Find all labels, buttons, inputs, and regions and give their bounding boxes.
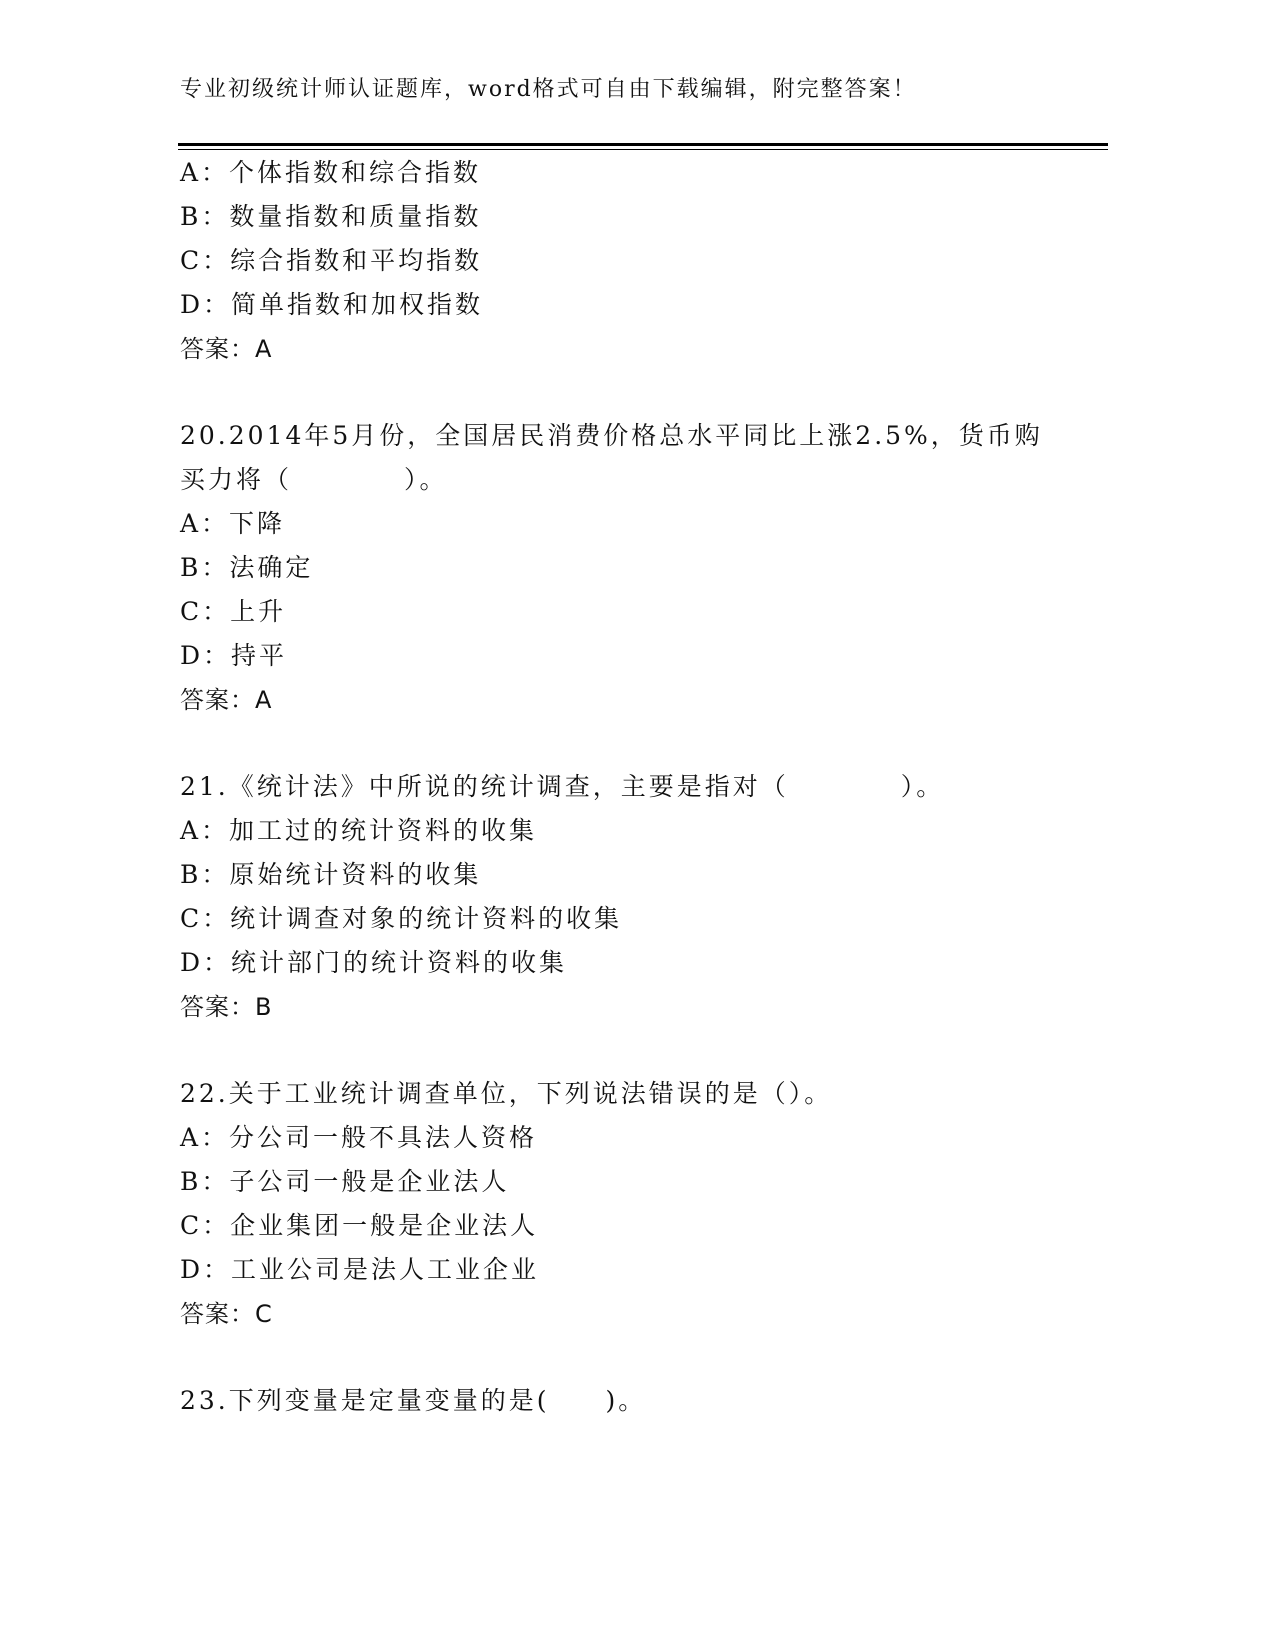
option-d: D：工业公司是法人工业企业 [180,1255,540,1284]
question-stem-continued: 买力将（ ）。 [180,465,448,494]
option-c: C：统计调查对象的统计资料的收集 [180,904,623,933]
option-b: B：数量指数和质量指数 [180,202,482,231]
answer: 答案：A [180,335,273,363]
option-a: A：个体指数和综合指数 [180,158,482,187]
question-content [180,151,1080,1423]
question-stem: 23.下列变量是定量变量的是( )。 [180,1386,647,1415]
option-a: A：加工过的统计资料的收集 [180,816,538,845]
option-d: D：统计部门的统计资料的收集 [180,948,568,977]
option-b: B：法确定 [180,553,314,582]
option-b: B：子公司一般是企业法人 [180,1167,510,1196]
question-23 [180,1379,1080,1423]
question-stem: 21.《统计法》中所说的统计调查，主要是指对（ ）。 [180,772,945,801]
question-20 [180,414,1080,722]
answer: 答案：B [180,993,273,1021]
answer: 答案：A [180,686,273,714]
option-a: A：下降 [180,509,286,538]
option-c: C：上升 [180,597,287,626]
option-c: C：企业集团一般是企业法人 [180,1211,539,1240]
question-stem: 20.2014年5月份，全国居民消费价格总水平同比上涨2.5%，货币购 [180,421,1043,450]
option-d: D：持平 [180,641,288,670]
question-21 [180,765,1080,1029]
option-b: B：原始统计资料的收集 [180,860,482,889]
option-d: D：简单指数和加权指数 [180,290,484,319]
header-rule-thin [178,149,1108,150]
question-stem: 22.关于工业统计调查单位，下列说法错误的是（）。 [180,1079,833,1108]
answer: 答案：C [180,1300,273,1328]
option-c: C：综合指数和平均指数 [180,246,483,275]
header-rule-thick [178,143,1108,146]
question-19 [180,151,1080,371]
page-header: 专业初级统计师认证题库，word格式可自由下载编辑，附完整答案！ [180,77,917,102]
question-22 [180,1072,1080,1336]
option-a: A：分公司一般不具法人资格 [180,1123,538,1152]
